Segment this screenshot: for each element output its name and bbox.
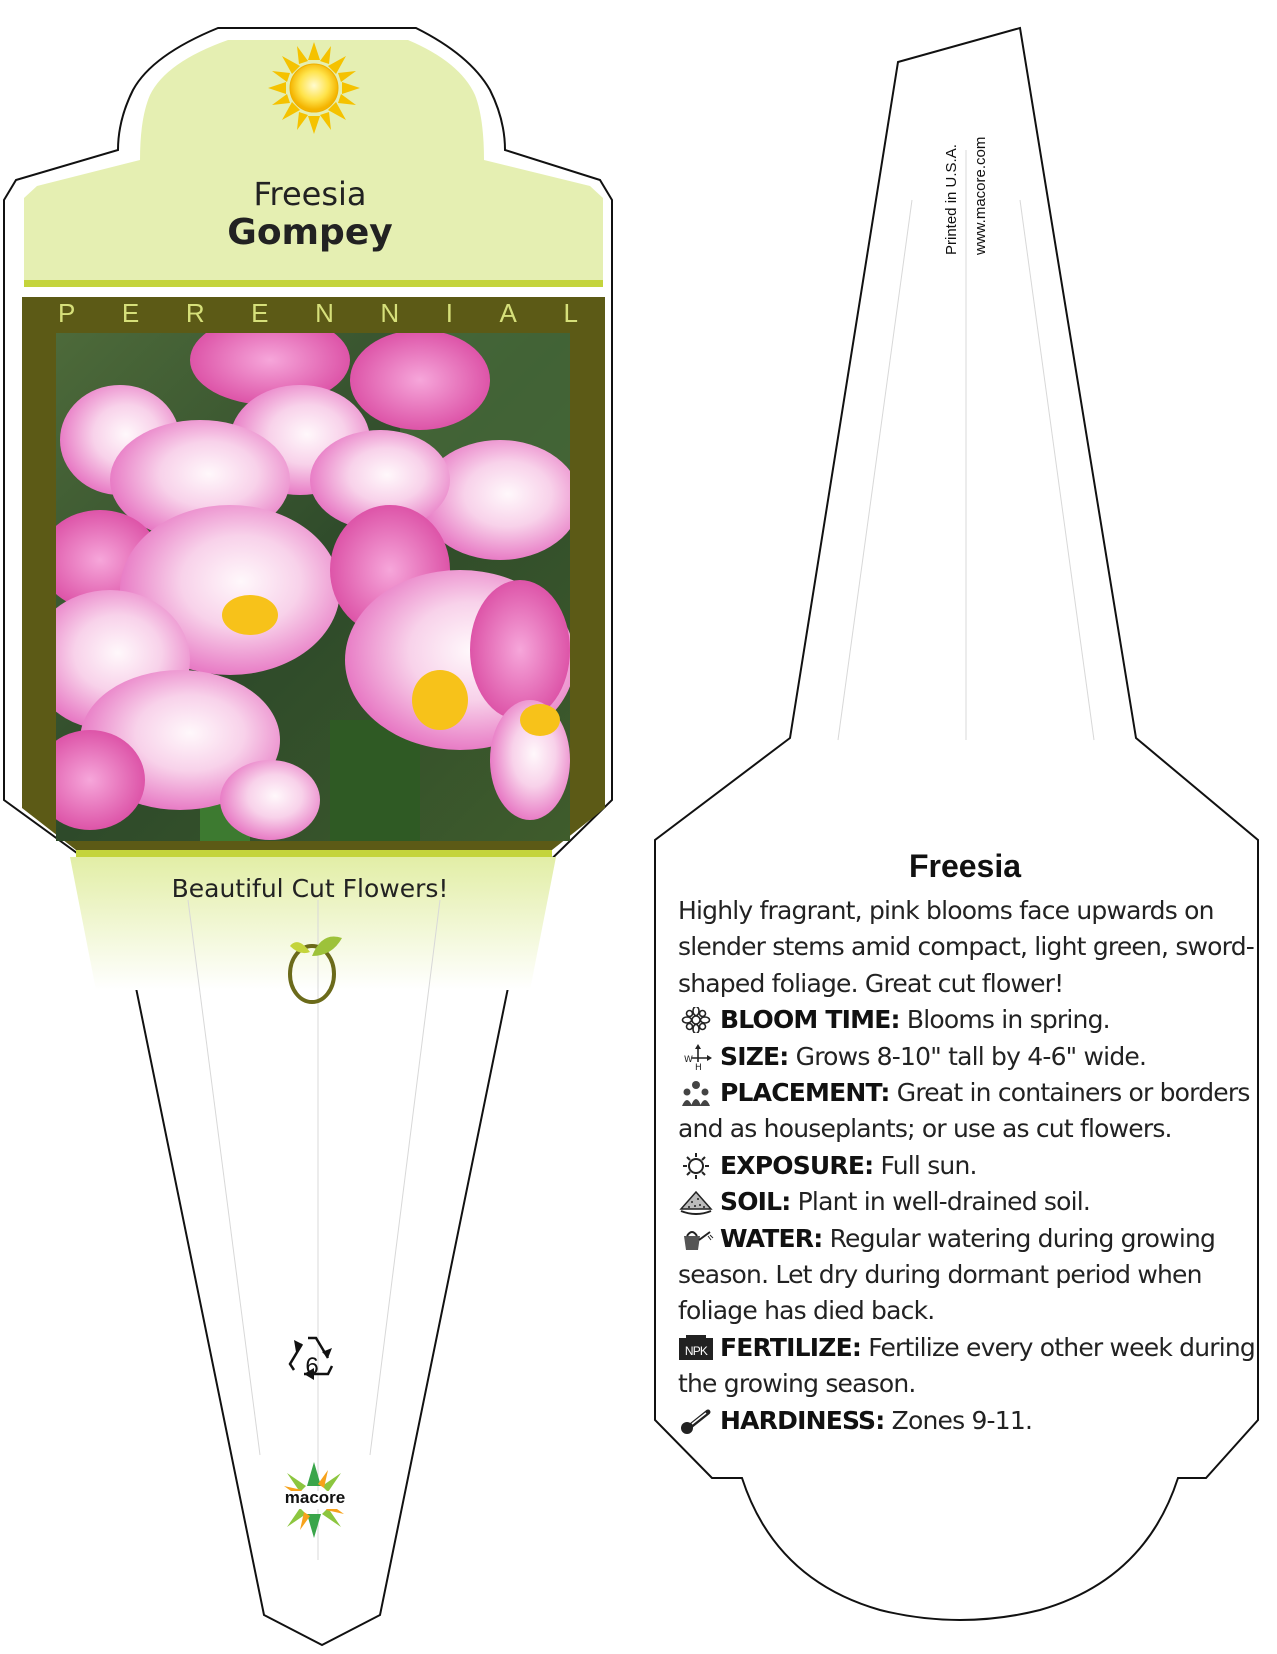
website-note [972,55,996,255]
sun-icon [678,1153,714,1179]
care-text: Regular watering during growing season. Let dry during dormant period when foliage has died back. [678,1223,1216,1326]
care-label: EXPOSURE: [720,1150,874,1180]
back-title: Freesia [908,848,1022,884]
category-letter: E [251,298,269,328]
flower-icon [678,1007,714,1033]
care-row-size [678,1039,1260,1075]
category-letter: E [121,298,140,328]
care-text: Zones 9-11. [891,1405,1033,1435]
npk-icon-text: NPK [684,1343,708,1358]
freesia-photo [30,315,580,841]
soil-icon [678,1189,714,1215]
cultivar-name: Gompey [227,212,393,253]
care-row-exposure [678,1148,1260,1184]
care-label: BLOOM TIME: [720,1005,900,1035]
thermometer-icon [678,1408,714,1434]
care-row-water [678,1221,1260,1330]
care-label: WATER: [720,1223,823,1253]
watering-can-icon [678,1226,714,1252]
care-text: Blooms in spring. [906,1005,1110,1035]
recycle-number: 6 [305,1353,319,1380]
care-label: SIZE: [720,1041,789,1071]
description: Highly fragrant, pink blooms face upwards on slender stems amid compact, light green, sword-shaped foliage. Great cut flower! [678,896,1255,998]
care-text: Full sun. [880,1150,977,1180]
care-row-placement [678,1075,1260,1148]
category-letter: P [58,298,76,328]
printed-in-text: Printed in U.S.A. [943,144,960,255]
brand-name: macore [284,1488,346,1507]
care-text: Grows 8-10" tall by 4-6" wide. [795,1041,1147,1071]
care-text: Fertilize every other week during the growing season. [678,1332,1256,1399]
category-letter: N [380,298,400,328]
placement-icon [678,1080,714,1106]
npk-icon [678,1335,714,1361]
care-instructions [678,893,1260,1439]
care-label: HARDINESS: [720,1405,885,1435]
care-row-bloom-time [678,1002,1260,1038]
printed-in-note [943,55,967,255]
care-label: PLACEMENT: [720,1078,890,1108]
care-label: FERTILIZE: [720,1332,862,1362]
category-letter: R [185,298,205,328]
category-letter: L [563,298,578,328]
care-row-soil [678,1184,1260,1220]
category-label [58,298,578,329]
tagline: Beautiful Cut Flowers! [171,874,449,903]
size-icon [678,1044,714,1070]
size-icon-height-letter: H [695,1062,701,1070]
genus-name: Freesia [253,175,367,213]
care-row-hardiness [678,1403,1260,1439]
care-text: Plant in well-drained soil. [797,1187,1091,1217]
category-letter: A [499,298,517,328]
size-icon-width-letter: W [684,1054,693,1065]
website-text: www.macore.com [972,136,989,255]
category-letter: I [445,298,453,328]
care-label: SOIL: [720,1187,791,1217]
care-row-fertilize [678,1330,1260,1403]
care-text: Great in containers or borders and as houseplants; or use as cut flowers. [678,1078,1250,1144]
category-letter: N [315,298,334,328]
